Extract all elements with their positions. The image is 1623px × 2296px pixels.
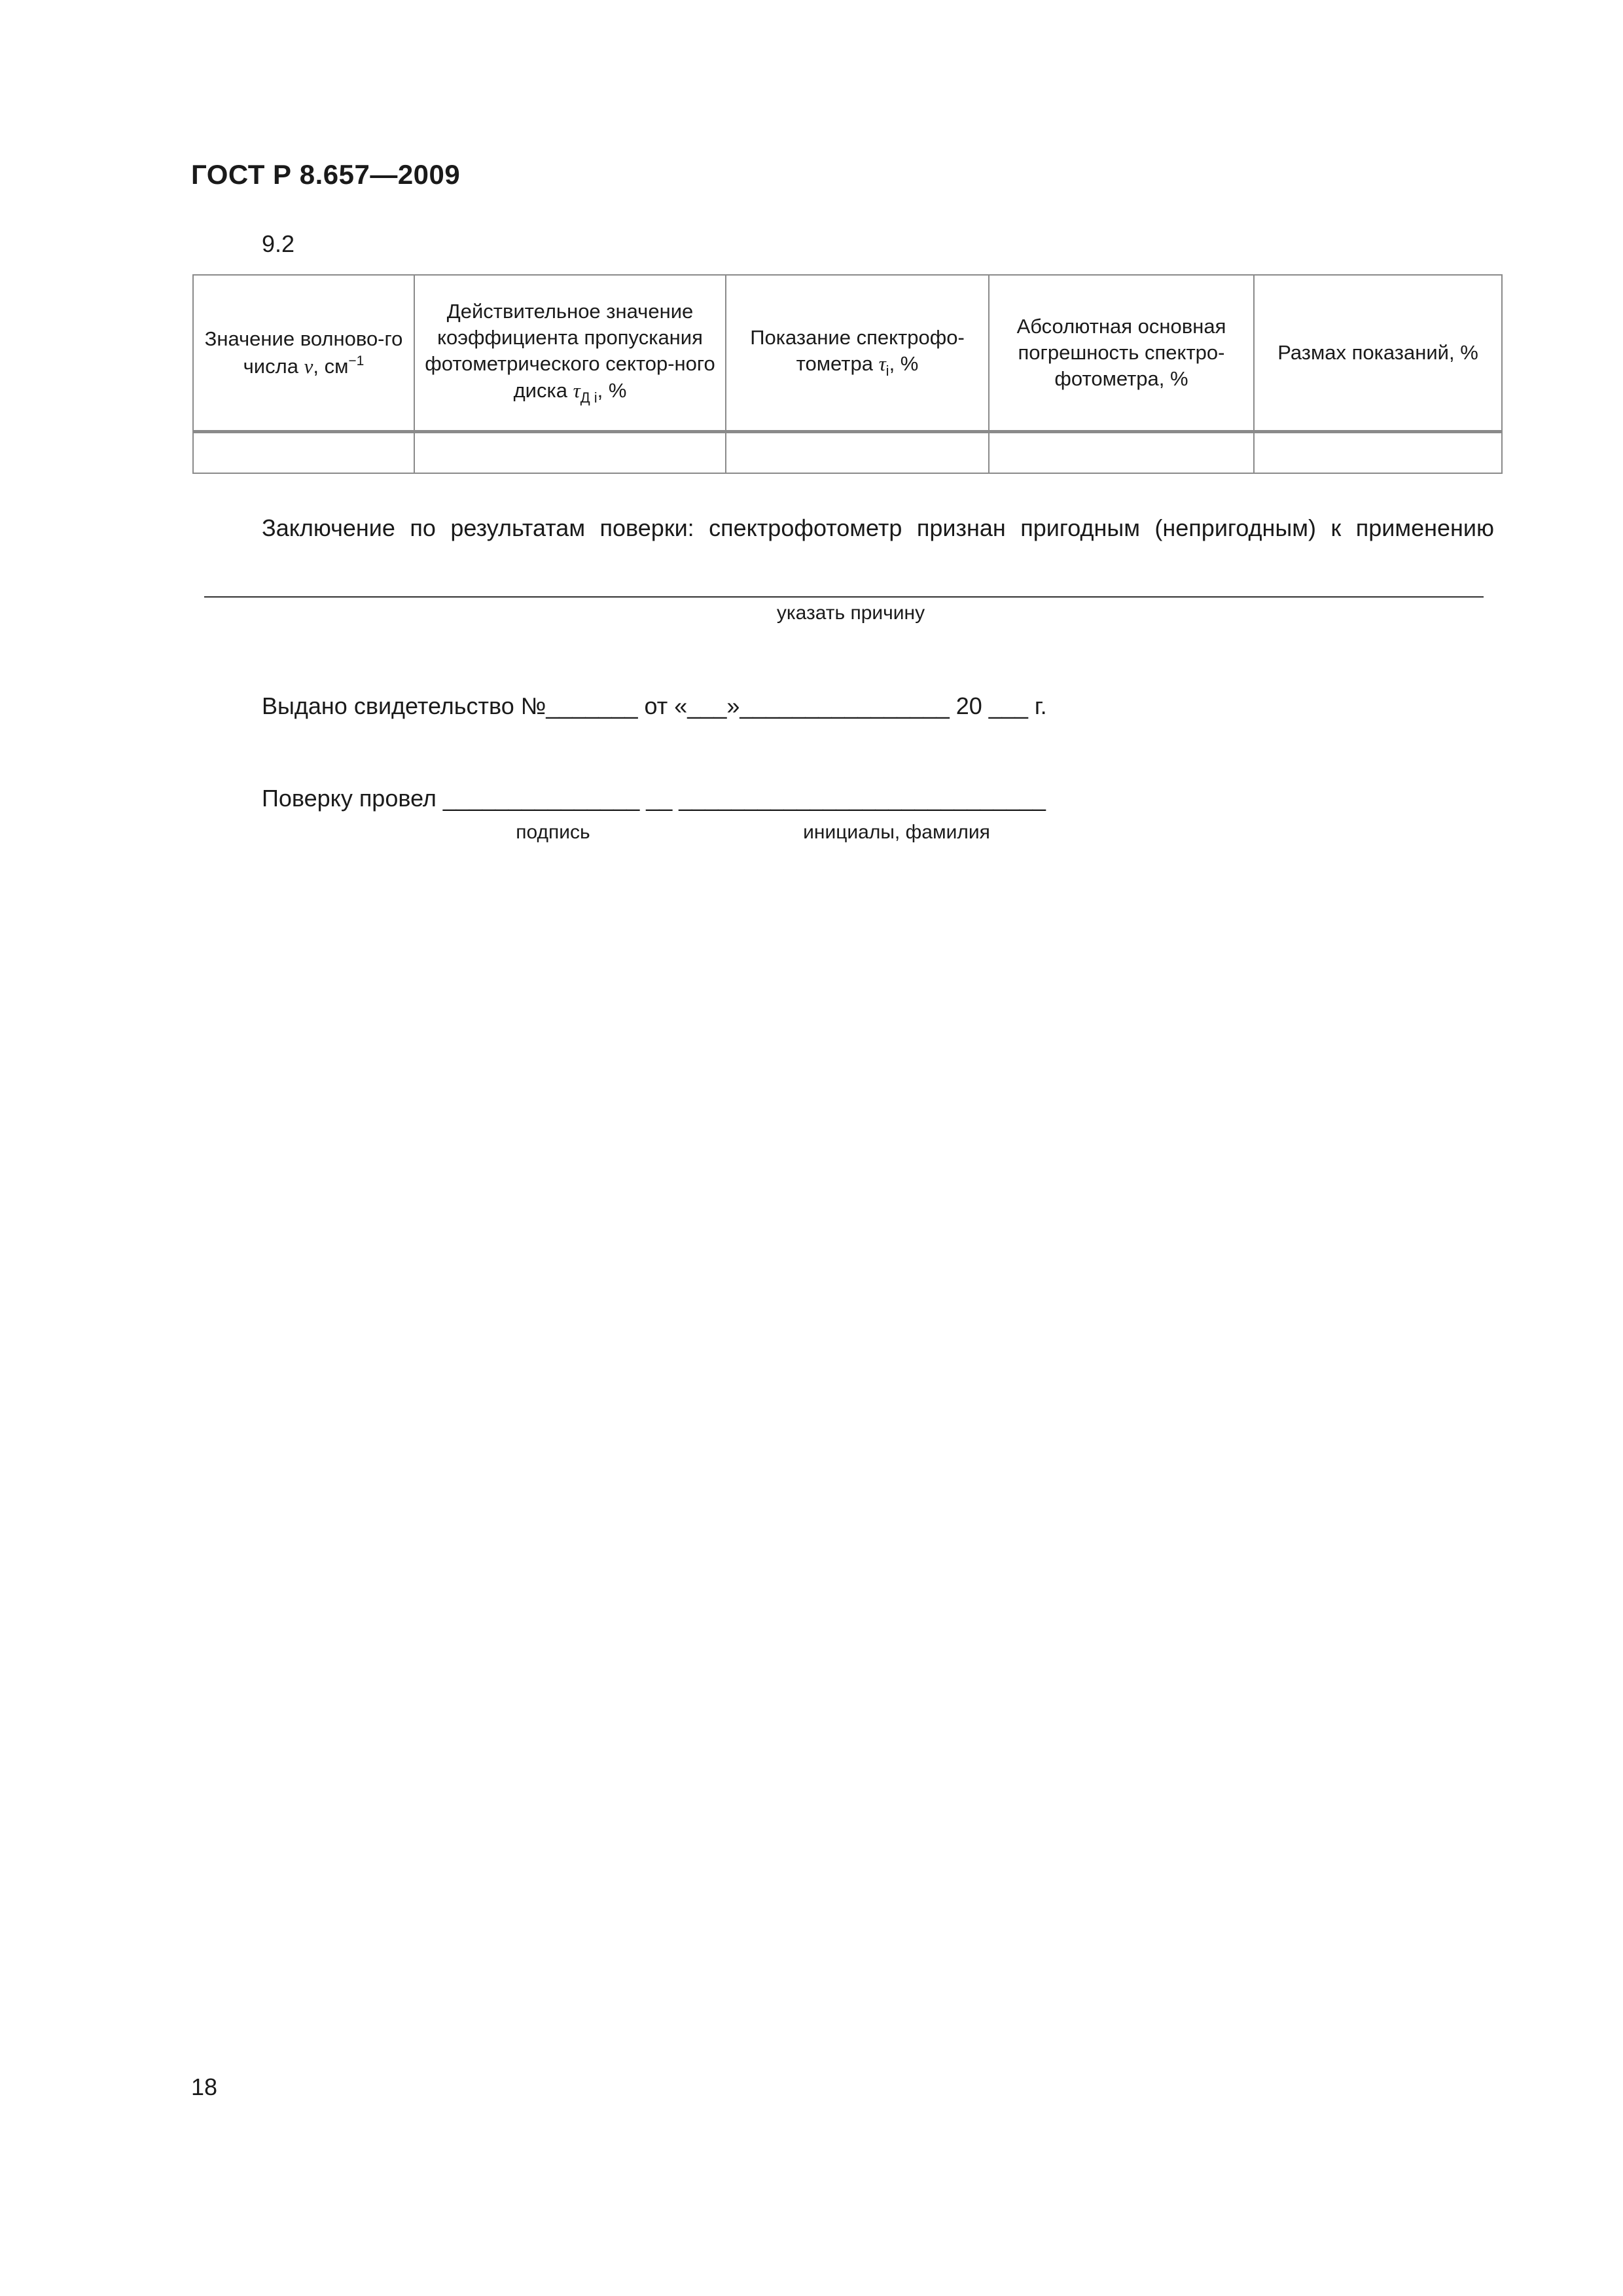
certificate-line: Выдано свидетельство №_______ от «___»________________ 20 ___ г. bbox=[262, 692, 1047, 719]
conclusion-text: Заключение по результатам поверки: спектрофотометр признан пригодным (непригодным) к применению bbox=[262, 514, 1494, 541]
header-actual-transmittance: Действительное значение коэффициента пропускания фотометрического сектор-ного диска $\tau_{Д i}$, % bbox=[414, 275, 726, 432]
document-title: ГОСТ Р 8.657—2009 bbox=[191, 159, 461, 190]
reason-caption: указать причину bbox=[776, 602, 925, 624]
table-row bbox=[193, 432, 1502, 474]
name-caption: инициалы, фамилия bbox=[803, 821, 990, 843]
table-cell bbox=[726, 432, 989, 474]
header-wavenumber: Значение волново-го числа ν, $см^{-1}$ bbox=[193, 275, 414, 432]
signature-caption: подпись bbox=[516, 821, 590, 843]
page-number: 18 bbox=[191, 2073, 218, 2100]
header-absolute-error: Абсолютная основная погрешность спектро-фотометра, % bbox=[989, 275, 1254, 432]
header-spectrophotometer-reading: Показание спектрофо-тометра $\tau_i$, % bbox=[726, 275, 989, 432]
reason-fill-line bbox=[204, 596, 1484, 598]
table-cell bbox=[1254, 432, 1502, 474]
results-table bbox=[192, 274, 1503, 474]
table-cell bbox=[989, 432, 1254, 474]
verifier-line: Поверку провел _______________ __ ____________________________ bbox=[262, 785, 1046, 812]
table-cell bbox=[193, 432, 414, 474]
header-reading-range: Размах показаний, % bbox=[1254, 275, 1502, 432]
section-number: 9.2 bbox=[262, 230, 295, 257]
table-header-row bbox=[193, 275, 1502, 432]
table-cell bbox=[414, 432, 726, 474]
